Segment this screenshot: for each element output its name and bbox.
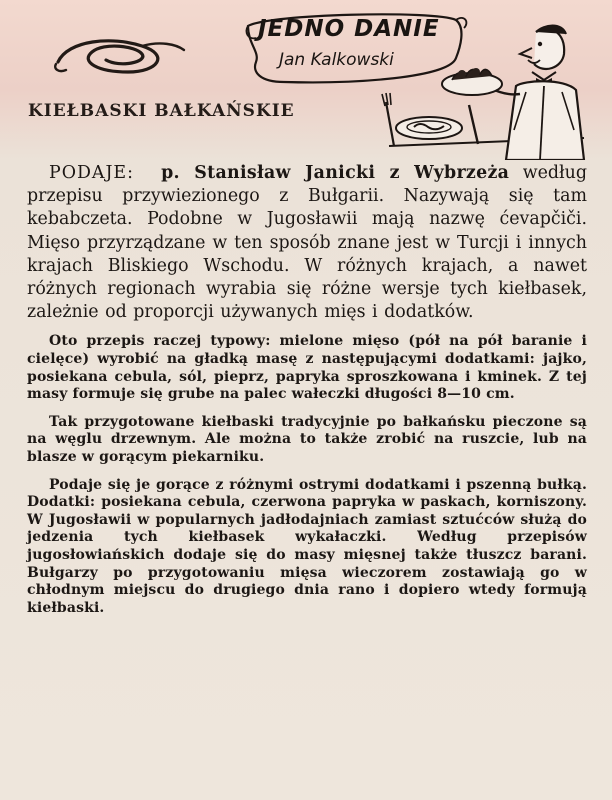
article-title: KIEŁBASKI BAŁKAŃSKIE	[28, 101, 295, 121]
article-body	[27, 162, 587, 617]
lead-paragraph	[27, 162, 587, 324]
column-series-title: JEDNO DANIE	[258, 16, 440, 42]
column-author: Jan Kalkowski	[279, 50, 394, 70]
column-header	[0, 0, 612, 150]
serving-paragraph: Podaje się je gorące z różnymi ostrymi dodatkami i pszenną bułką. Dodatki: posiekana cebula, czerwona papryka w paskach, korniszony. W Jugosławii w popularnych jadłodajniach zamiast sztućców służą do jedzenia tych kiełbasek wykałaczki. Według przepisów jugosłowiańskich dodaje się do masy mięsnej także tłuszcz barani. Bułgarzy po przygotowaniu mięsa wieczorem zostawiają go w chłodnym miejscu do drugiego dnia rano i dopiero wtedy formują kiełbaski.	[27, 476, 587, 616]
recipe-paragraph: Oto przepis raczej typowy: mielone mięso (pół na pół baranie i cielęce) wyrobić na gładką masę z następującymi dodatkami: jajko, posiekana cebula, sól, pieprz, papryka sproszkowana i kminek. Z tej masy formuje się grube na palec wałeczki długości 8—10 cm.	[27, 333, 587, 403]
swirl-ornament-icon	[50, 32, 190, 80]
lead-in: PODAJE:	[49, 163, 134, 183]
contributor-byline: p. Stanisław Janicki z Wybrzeża	[161, 163, 510, 183]
cooking-paragraph: Tak przygotowane kiełbaski tradycyjnie po bałkańsku pieczone są na węglu drzewnym. Ale można to także zrobić na ruszcie, lub na blasze w gorącym piekarniku.	[27, 413, 587, 465]
lead-text: według przepisu przywiezionego z Bułgarii. Nazywają się tam kebabczeta. Podobne w Jugosławii mają nazwę ćevapčiči. Mięso przyrządzane w ten sposób znane jest w Turcji i innych krajach Bliskiego Wschodu. W różnych krajach, a nawet różnych regionach wyrabia się różne wersje tych kiełbasek, zależnie od proporcji używanych mięs i dodatków.	[27, 163, 588, 323]
